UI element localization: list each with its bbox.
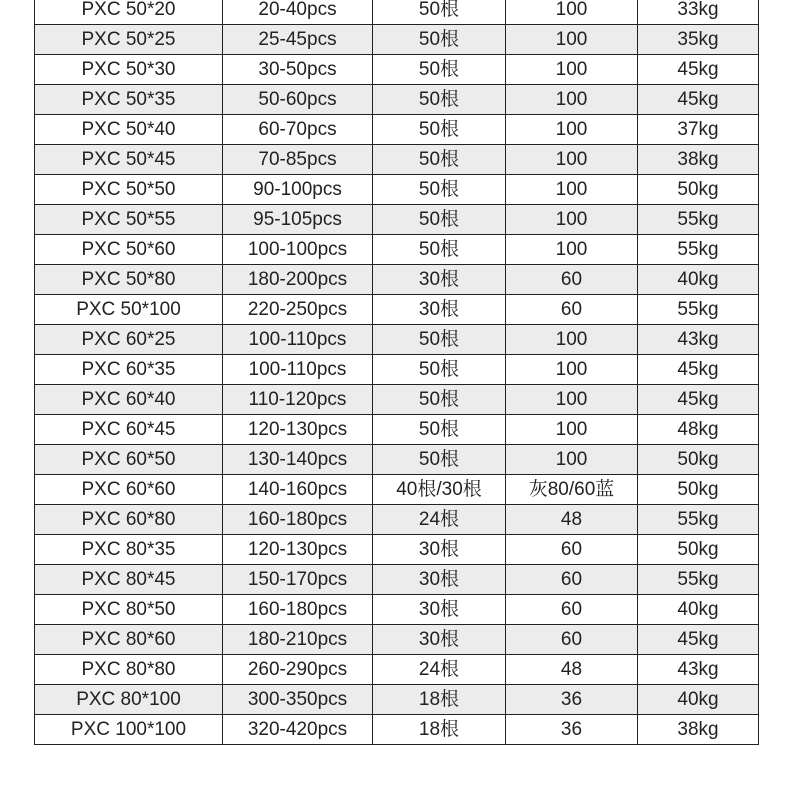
weight-cell: 37kg	[638, 115, 759, 145]
weight-cell: 43kg	[638, 325, 759, 355]
model-cell: PXC 80*60	[35, 625, 223, 655]
model-cell: PXC 50*100	[35, 295, 223, 325]
pack-count-cell: 24根	[373, 505, 506, 535]
model-cell: PXC 60*25	[35, 325, 223, 355]
weight-cell: 50kg	[638, 175, 759, 205]
box-count-cell: 100	[506, 235, 638, 265]
quantity-cell: 180-210pcs	[223, 625, 373, 655]
table-row	[35, 265, 759, 295]
table-row	[35, 205, 759, 235]
weight-cell: 40kg	[638, 685, 759, 715]
weight-cell: 55kg	[638, 565, 759, 595]
quantity-cell: 300-350pcs	[223, 685, 373, 715]
box-count-cell: 36	[506, 715, 638, 745]
table-row	[35, 415, 759, 445]
quantity-cell: 260-290pcs	[223, 655, 373, 685]
table-row	[35, 295, 759, 325]
box-count-cell: 48	[506, 655, 638, 685]
table-row	[35, 595, 759, 625]
box-count-cell: 100	[506, 175, 638, 205]
box-count-cell: 36	[506, 685, 638, 715]
model-cell: PXC 80*80	[35, 655, 223, 685]
quantity-cell: 140-160pcs	[223, 475, 373, 505]
weight-cell: 55kg	[638, 235, 759, 265]
pack-count-cell: 24根	[373, 655, 506, 685]
pack-count-cell: 18根	[373, 715, 506, 745]
pack-count-cell: 30根	[373, 595, 506, 625]
pack-count-cell: 50根	[373, 25, 506, 55]
box-count-cell: 60	[506, 625, 638, 655]
quantity-cell: 160-180pcs	[223, 505, 373, 535]
model-cell: PXC 80*100	[35, 685, 223, 715]
quantity-cell: 100-110pcs	[223, 325, 373, 355]
box-count-cell: 60	[506, 595, 638, 625]
weight-cell: 45kg	[638, 385, 759, 415]
quantity-cell: 120-130pcs	[223, 415, 373, 445]
table-row	[35, 235, 759, 265]
pack-count-cell: 30根	[373, 265, 506, 295]
pack-count-cell: 30根	[373, 565, 506, 595]
box-count-cell: 100	[506, 205, 638, 235]
model-cell: PXC 60*35	[35, 355, 223, 385]
weight-cell: 40kg	[638, 265, 759, 295]
table-row	[35, 565, 759, 595]
quantity-cell: 20-40pcs	[223, 0, 373, 25]
weight-cell: 55kg	[638, 295, 759, 325]
weight-cell: 48kg	[638, 415, 759, 445]
table-row	[35, 325, 759, 355]
quantity-cell: 320-420pcs	[223, 715, 373, 745]
pack-count-cell: 50根	[373, 205, 506, 235]
box-count-cell: 100	[506, 325, 638, 355]
model-cell: PXC 80*35	[35, 535, 223, 565]
pack-count-cell: 50根	[373, 445, 506, 475]
table-row	[35, 715, 759, 745]
table-row	[35, 85, 759, 115]
model-cell: PXC 50*25	[35, 25, 223, 55]
box-count-cell: 100	[506, 25, 638, 55]
box-count-cell: 60	[506, 535, 638, 565]
table-row	[35, 25, 759, 55]
spec-table	[34, 0, 759, 745]
weight-cell: 45kg	[638, 355, 759, 385]
weight-cell: 50kg	[638, 475, 759, 505]
model-cell: PXC 50*45	[35, 145, 223, 175]
model-cell: PXC 50*80	[35, 265, 223, 295]
table-row	[35, 115, 759, 145]
weight-cell: 33kg	[638, 0, 759, 25]
pack-count-cell: 50根	[373, 235, 506, 265]
quantity-cell: 50-60pcs	[223, 85, 373, 115]
pack-count-cell: 50根	[373, 55, 506, 85]
quantity-cell: 25-45pcs	[223, 25, 373, 55]
model-cell: PXC 50*60	[35, 235, 223, 265]
table-row	[35, 445, 759, 475]
table-row	[35, 505, 759, 535]
model-cell: PXC 50*55	[35, 205, 223, 235]
quantity-cell: 90-100pcs	[223, 175, 373, 205]
quantity-cell: 120-130pcs	[223, 535, 373, 565]
weight-cell: 38kg	[638, 715, 759, 745]
model-cell: PXC 60*80	[35, 505, 223, 535]
box-count-cell: 60	[506, 265, 638, 295]
model-cell: PXC 60*60	[35, 475, 223, 505]
pack-count-cell: 30根	[373, 625, 506, 655]
quantity-cell: 95-105pcs	[223, 205, 373, 235]
quantity-cell: 100-110pcs	[223, 355, 373, 385]
box-count-cell: 60	[506, 565, 638, 595]
table-row	[35, 625, 759, 655]
pack-count-cell: 30根	[373, 295, 506, 325]
model-cell: PXC 50*50	[35, 175, 223, 205]
box-count-cell: 48	[506, 505, 638, 535]
quantity-cell: 100-100pcs	[223, 235, 373, 265]
weight-cell: 55kg	[638, 205, 759, 235]
weight-cell: 35kg	[638, 25, 759, 55]
box-count-cell: 100	[506, 385, 638, 415]
table-row	[35, 145, 759, 175]
box-count-cell: 100	[506, 115, 638, 145]
model-cell: PXC 50*40	[35, 115, 223, 145]
quantity-cell: 130-140pcs	[223, 445, 373, 475]
weight-cell: 40kg	[638, 595, 759, 625]
quantity-cell: 150-170pcs	[223, 565, 373, 595]
table-row	[35, 0, 759, 25]
table-row	[35, 385, 759, 415]
model-cell: PXC 60*45	[35, 415, 223, 445]
box-count-cell: 100	[506, 415, 638, 445]
table-row	[35, 655, 759, 685]
model-cell: PXC 100*100	[35, 715, 223, 745]
table-row	[35, 535, 759, 565]
box-count-cell: 100	[506, 145, 638, 175]
table-row	[35, 175, 759, 205]
model-cell: PXC 50*30	[35, 55, 223, 85]
weight-cell: 50kg	[638, 535, 759, 565]
pack-count-cell: 50根	[373, 115, 506, 145]
quantity-cell: 220-250pcs	[223, 295, 373, 325]
pack-count-cell: 50根	[373, 145, 506, 175]
pack-count-cell: 50根	[373, 325, 506, 355]
pack-count-cell: 30根	[373, 535, 506, 565]
model-cell: PXC 50*35	[35, 85, 223, 115]
quantity-cell: 30-50pcs	[223, 55, 373, 85]
weight-cell: 45kg	[638, 55, 759, 85]
table-row	[35, 355, 759, 385]
spec-table-body	[35, 0, 759, 745]
pack-count-cell: 50根	[373, 385, 506, 415]
model-cell: PXC 50*20	[35, 0, 223, 25]
quantity-cell: 60-70pcs	[223, 115, 373, 145]
pack-count-cell: 50根	[373, 175, 506, 205]
pack-count-cell: 50根	[373, 85, 506, 115]
weight-cell: 38kg	[638, 145, 759, 175]
weight-cell: 45kg	[638, 625, 759, 655]
weight-cell: 45kg	[638, 85, 759, 115]
model-cell: PXC 60*50	[35, 445, 223, 475]
box-count-cell: 60	[506, 295, 638, 325]
box-count-cell: 100	[506, 85, 638, 115]
box-count-cell: 100	[506, 355, 638, 385]
box-count-cell: 100	[506, 0, 638, 25]
pack-count-cell: 50根	[373, 415, 506, 445]
pack-count-cell: 40根/30根	[373, 475, 506, 505]
table-row	[35, 475, 759, 505]
quantity-cell: 180-200pcs	[223, 265, 373, 295]
model-cell: PXC 60*40	[35, 385, 223, 415]
pack-count-cell: 50根	[373, 355, 506, 385]
box-count-cell: 100	[506, 55, 638, 85]
box-count-cell: 100	[506, 445, 638, 475]
weight-cell: 50kg	[638, 445, 759, 475]
weight-cell: 55kg	[638, 505, 759, 535]
quantity-cell: 70-85pcs	[223, 145, 373, 175]
table-row	[35, 685, 759, 715]
table-row	[35, 55, 759, 85]
quantity-cell: 160-180pcs	[223, 595, 373, 625]
pack-count-cell: 50根	[373, 0, 506, 25]
weight-cell: 43kg	[638, 655, 759, 685]
pack-count-cell: 18根	[373, 685, 506, 715]
model-cell: PXC 80*50	[35, 595, 223, 625]
box-count-cell: 灰80/60蓝	[506, 475, 638, 505]
model-cell: PXC 80*45	[35, 565, 223, 595]
quantity-cell: 110-120pcs	[223, 385, 373, 415]
